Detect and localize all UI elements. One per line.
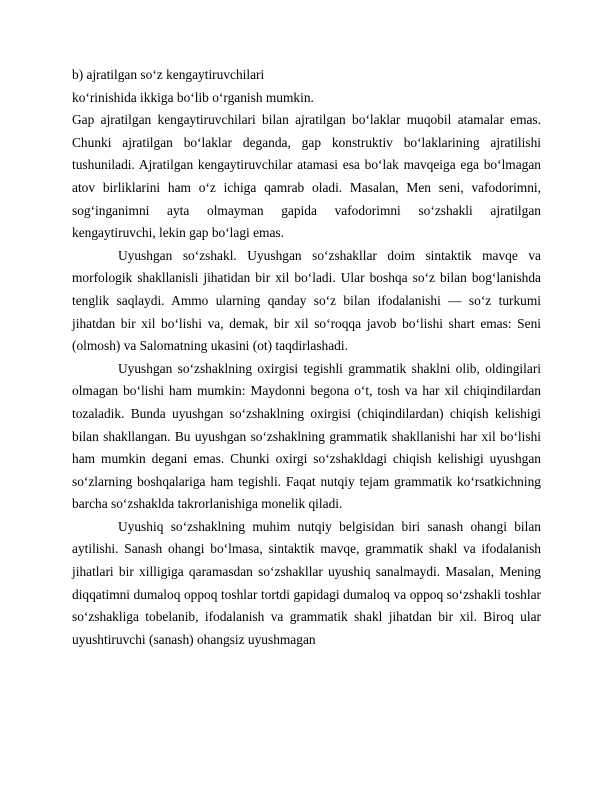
- heading-line-b: b) ajratilgan so‘z kengaytiruvchilari: [72, 67, 265, 82]
- paragraph-uyushgan-intro: Uyushgan so‘zshakl. Uyushgan so‘zshakllar doim sintaktik mavqe va morfologik shakllanisli jihatidan bir xil bo‘ladi. Ular boshqa so‘z bilan bog‘lanishda tenglik saqlaydi. Ammo ularning qanday so‘z bilan ifodalanishi — so‘z turkumi jihatdan bir xil bo‘lishi va, demak, bir xil so‘roqqa javob bo‘lishi shart emas: Seni (olmosh) va Salomatning ukasini (ot) taqdirlashadi.: [72, 247, 541, 354]
- document-body: [72, 64, 541, 651]
- heading-line-continuation: ko‘rinishida ikkiga bo‘lib o‘rganish mumkin.: [72, 89, 314, 105]
- paragraph-sanash-ohangi: Uyushiq so‘zshaklning muhim nutqiy belgisidan biri sanash ohangi bilan aytilishi. Sanash ohangi bo‘lmasa, sintaktik mavqe, grammatik shakl va ifodalanish jihatlari bir xilligiga qaramasdan so‘zshakllar uyushiq sanalmaydi. Masalan, Mening diqqatimni dumaloq oppoq toshlar tortdi gapidagi dumaloq va oppoq so‘zshakli toshlar so‘zshakliga tobelanib, ifodalanish va grammatik shakl jihatdan bir xil. Biroq ular uyushtiruvchi (sanash) ohangsiz uyushmagan: [72, 518, 541, 647]
- paragraph-definition: Gap ajratilgan kengaytiruvchilari bilan ajratilgan bo‘laklar muqobil atamalar emas. Chunki ajratilgan bo‘laklar deganda, gap konstruktiv bo‘laklarining ajratilishi tushuniladi. Ajratilgan kengaytiruvchilar atamasi esa bo‘lak mavqeiga ega bo‘lmagan atov birliklarini ham o‘z ichiga qamrab oladi. Masalan, Men seni, vafodorimni, sog‘inganimni ayta olmayman gapida vafodorimni so‘zshakli ajratilgan kengaytiruvchi, lekin gap bo‘lagi emas.: [72, 112, 541, 241]
- paragraph-uyushgan-oxirgisi: Uyushgan so‘zshaklning oxirgisi tegishli grammatik shaklni olib, oldingilari olmagan bo‘lishi ham mumkin: Maydonni begona o‘t, tosh va har xil chiqindilardan tozaladik. Bunda uyushgan so‘zshaklning oxirgisi (chiqindilardan) chiqish kelishigi bilan shakllangan. Bu uyushgan so‘zshaklning grammatik shakllanishi har xil bo‘lishi ham mumkin degani emas. Chunki oxirgi so‘zshakldagi chiqish kelishigi uyushgan so‘zlarning boshqalariga ham tegishli. Faqat nutqiy tejam grammatik ko‘rsatkichning barcha so‘zshaklda takrorlanishiga monelik qiladi.: [72, 360, 541, 512]
